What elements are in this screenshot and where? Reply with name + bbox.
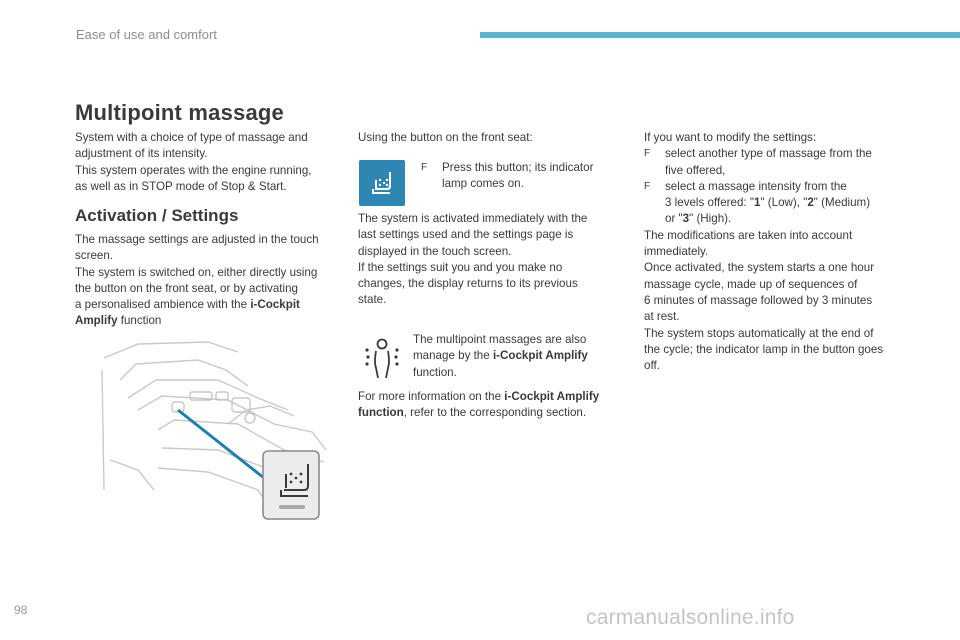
- text-line: function.: [413, 365, 457, 379]
- page-title: Multipoint massage: [75, 100, 284, 125]
- activation-paragraph: [75, 232, 345, 330]
- header-accent-bar: [480, 32, 960, 38]
- seat-massage-icon: [359, 160, 405, 206]
- level-value: 2: [807, 196, 814, 210]
- text-line: [75, 313, 345, 329]
- text-line: at rest.: [644, 310, 680, 324]
- text-span: , refer to the corresponding section.: [403, 406, 587, 420]
- text-line: The massage settings are adjusted in the touch: [75, 233, 319, 246]
- text-line: immediately.: [644, 245, 709, 259]
- text-line: [413, 348, 613, 364]
- text-line: System with a choice of type of massage and: [75, 131, 308, 144]
- text-line: Once activated, the system starts a one hour: [644, 261, 875, 275]
- intro-paragraph: [75, 130, 345, 195]
- level-value: 1: [753, 196, 761, 210]
- text-line: This system operates with the engine running,: [75, 163, 312, 177]
- more-info-paragraph: [358, 389, 628, 422]
- bold-term: i-Cockpit Amplify: [492, 349, 588, 363]
- text-line: The system stops automatically at the end of: [644, 326, 874, 340]
- text-line: adjustment of its intensity.: [75, 147, 208, 161]
- text-line: as well as in STOP mode of Stop & Start.: [75, 179, 287, 193]
- text-span: a personalised ambience with the: [75, 298, 251, 312]
- bullet-line: F Press this button; its indicator: [421, 160, 611, 176]
- text-line: off.: [644, 359, 660, 373]
- text-line: If you want to modify the settings:: [644, 131, 817, 144]
- watermark: carmanualsonline.info: [586, 606, 795, 629]
- press-instruction: [421, 160, 611, 193]
- text-line: changes, the display returns to its previous: [358, 277, 578, 291]
- bold-term: function: [358, 406, 404, 420]
- subheading-activation-settings: Activation / Settings: [75, 206, 239, 225]
- text-line: The system is switched on, either directly using: [75, 265, 318, 279]
- header-section-title: Ease of use and comfort: [76, 27, 217, 42]
- text-span: function: [117, 314, 162, 328]
- text-line: [358, 389, 628, 405]
- text-line: last settings used and the settings page is: [358, 228, 574, 242]
- text-line: [358, 405, 628, 421]
- text-line: the button on the front seat, or by activating: [75, 281, 298, 295]
- button-intro: Using the button on the front seat:: [358, 131, 533, 144]
- text-line: If the settings suit you and you make no: [358, 260, 563, 274]
- text-line: massage cycle, made up of sequences of: [644, 277, 858, 291]
- text-span: " (Low), ": [760, 196, 808, 210]
- bullet-line: F select a massage intensity from the: [644, 179, 904, 195]
- text-span: For more information on the: [358, 390, 505, 403]
- bold-term: i-Cockpit: [250, 298, 300, 312]
- text-line: screen.: [75, 249, 114, 263]
- text-line: [644, 195, 904, 211]
- text-span: " (Medium): [813, 196, 871, 210]
- bullet-line: F select another type of massage from the: [644, 146, 904, 162]
- text-span: or ": [665, 212, 683, 226]
- text-line: [644, 211, 904, 227]
- i-cockpit-note: [413, 332, 613, 381]
- text-line: 6 minutes of massage followed by 3 minutes: [644, 293, 873, 307]
- text-line: lamp comes on.: [442, 177, 524, 191]
- text-span: manage by the: [413, 349, 493, 363]
- bold-term: Amplify: [75, 314, 118, 328]
- i-cockpit-person-icon: [362, 336, 402, 380]
- text-line: the cycle; the indicator lamp in the button goes: [644, 342, 884, 356]
- text-line: five offered,: [665, 163, 726, 177]
- settings-paragraph: [644, 130, 904, 374]
- text-line: The multipoint massages are also: [413, 333, 587, 346]
- level-value: 3: [682, 212, 690, 226]
- page-number: 98: [14, 603, 28, 617]
- seat-illustration: [98, 340, 338, 530]
- activation-result-paragraph: [358, 211, 618, 309]
- text-line: displayed in the touch screen.: [358, 244, 512, 258]
- bold-term: i-Cockpit Amplify: [504, 390, 600, 403]
- text-line: state.: [358, 293, 387, 307]
- text-span: 3 levels offered: ": [665, 196, 754, 210]
- text-line: The system is activated immediately with the: [358, 212, 588, 225]
- text-span: " (High).: [689, 212, 732, 226]
- text-line: [75, 297, 345, 313]
- text-line: The modifications are taken into account: [644, 228, 853, 242]
